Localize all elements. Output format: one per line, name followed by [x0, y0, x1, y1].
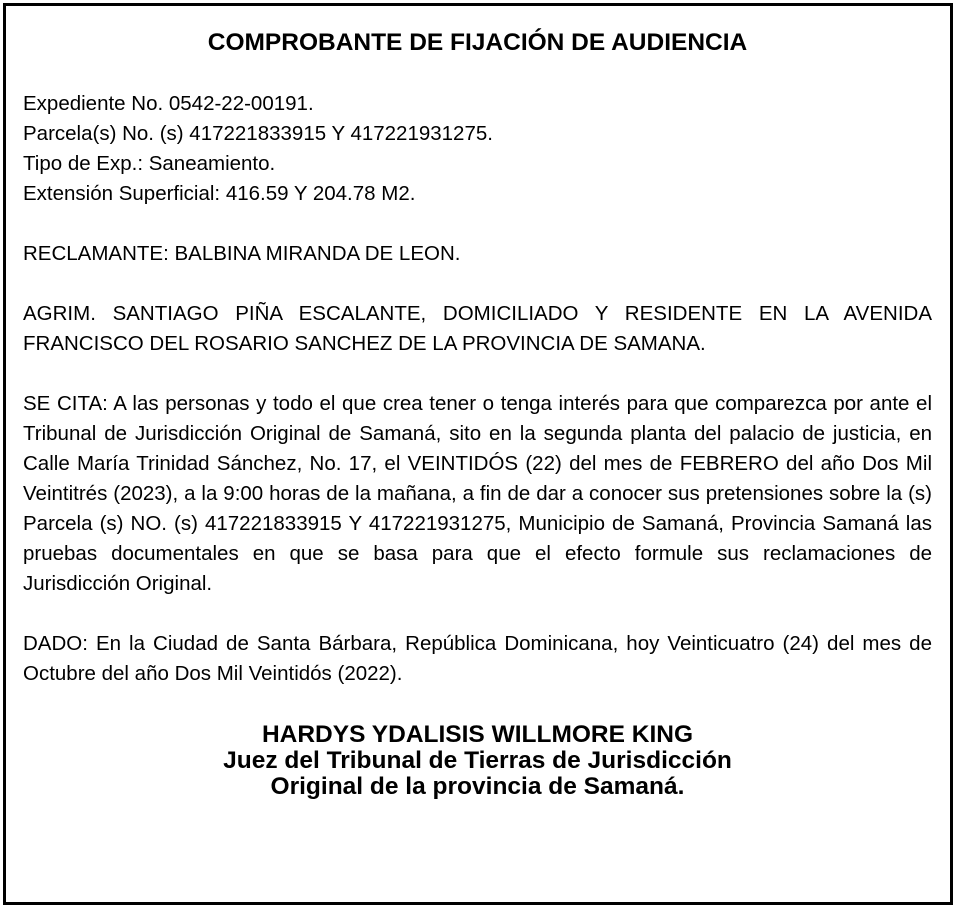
parcelas-line: Parcela(s) No. (s) 417221833915 Y 417221931275.	[23, 122, 493, 145]
spacer	[23, 689, 932, 722]
extension-line: Extensión Superficial: 416.59 Y 204.78 M2.	[23, 182, 416, 205]
signature-role-line-2: Original de la provincia de Samaná.	[270, 773, 685, 800]
se-cita-paragraph: SE CITA: A las personas y todo el que crea tener o tenga interés para que comparezca por ante el Tribunal de Jurisdicción Original de Samaná, sito en la segunda planta del palacio de justicia, en Calle María Trinidad Sánchez, No. 17, el VEINTIDÓS (22) del mes de FEBRERO del año Dos Mil Veintitrés (2023), a la 9:00 horas de la mañana, a fin de dar a conocer sus pretensiones sobre la (s) Parcela (s) NO. (s) 417221833915 Y 417221931275, Municipio de Samaná, Provincia Samaná las pruebas documentales en que se basa para que el efecto formule sus reclamaciones de Jurisdicción Original.	[23, 392, 932, 595]
agrimensor-paragraph: AGRIM. SANTIAGO PIÑA ESCALANTE, DOMICILIADO Y RESIDENTE EN LA AVENIDA FRANCISCO DEL ROSARIO SANCHEZ DE LA PROVINCIA DE SAMANA.	[23, 302, 932, 355]
signature-role-line-1: Juez del Tribunal de Tierras de Jurisdicción	[223, 747, 732, 774]
notice-title: COMPROBANTE DE FIJACIÓN DE AUDIENCIA	[207, 29, 748, 56]
reclamante-line: RECLAMANTE: BALBINA MIRANDA DE LEON.	[23, 242, 461, 265]
dado-paragraph: DADO: En la Ciudad de Santa Bárbara, República Dominicana, hoy Veinticuatro (24) del mes de Octubre del año Dos Mil Veintidós (2022).	[23, 632, 932, 685]
spacer	[23, 269, 932, 299]
notice-frame	[3, 3, 953, 905]
notice-content	[23, 28, 932, 800]
expediente-line: Expediente No. 0542-22-00191.	[23, 92, 314, 115]
spacer	[23, 209, 932, 239]
signature-name: HARDYS YDALISIS WILLMORE KING	[261, 721, 694, 748]
tipo-line: Tipo de Exp.: Saneamiento.	[23, 152, 276, 175]
spacer	[23, 359, 932, 389]
spacer	[23, 599, 932, 629]
